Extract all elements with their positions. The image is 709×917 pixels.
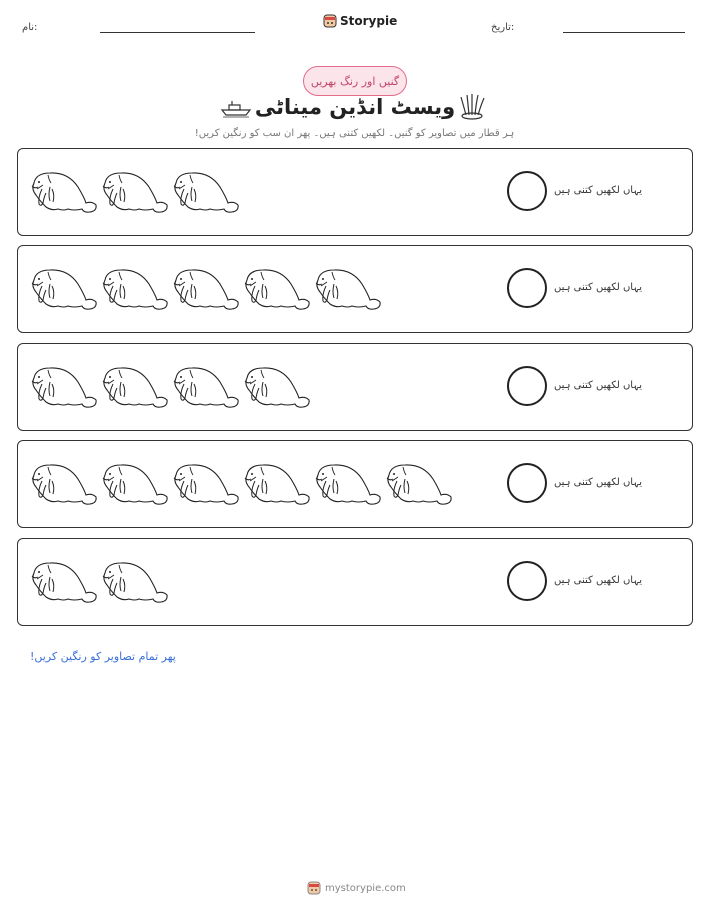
answer-label: یہاں لکھیں کتنی ہیں	[554, 575, 642, 586]
manatee-group	[28, 246, 383, 332]
manatee-icon	[383, 459, 454, 509]
manatee-icon	[99, 557, 170, 607]
manatee-icon	[312, 264, 383, 314]
date-label: تاریخ:	[491, 22, 515, 33]
manatee-group	[28, 149, 241, 235]
answer-circle[interactable]	[507, 268, 547, 308]
manatee-icon	[99, 362, 170, 412]
name-label: نام:	[22, 22, 38, 33]
manatee-group	[28, 344, 312, 430]
counting-row	[17, 538, 693, 626]
footer-note: پھر تمام تصاویر کو رنگین کریں!	[30, 650, 176, 663]
manatee-icon	[170, 459, 241, 509]
seagrass-icon	[458, 92, 486, 120]
footer-url[interactable]: mystorypie.com	[325, 882, 406, 894]
activity-badge: گنیں اور رنگ بھریں	[303, 66, 407, 96]
storypie-mascot-icon	[307, 880, 321, 896]
boat-icon	[220, 98, 252, 118]
manatee-icon	[28, 459, 99, 509]
counting-row	[17, 440, 693, 528]
footer-logo	[307, 880, 406, 896]
storypie-mascot-icon	[323, 13, 337, 29]
answer-label: یہاں لکھیں کتنی ہیں	[554, 282, 642, 293]
answer-label: یہاں لکھیں کتنی ہیں	[554, 185, 642, 196]
manatee-icon	[28, 362, 99, 412]
manatee-icon	[99, 264, 170, 314]
counting-row	[17, 148, 693, 236]
manatee-icon	[241, 459, 312, 509]
manatee-group	[28, 539, 170, 625]
answer-circle[interactable]	[507, 171, 547, 211]
manatee-icon	[241, 264, 312, 314]
manatee-icon	[99, 459, 170, 509]
worksheet-title: ویسٹ انڈین میناٹی	[254, 95, 456, 119]
manatee-icon	[99, 167, 170, 217]
answer-circle[interactable]	[507, 463, 547, 503]
manatee-icon	[241, 362, 312, 412]
name-line[interactable]	[100, 32, 255, 33]
answer-circle[interactable]	[507, 366, 547, 406]
manatee-icon	[28, 167, 99, 217]
manatee-icon	[170, 167, 241, 217]
counting-row	[17, 245, 693, 333]
date-line[interactable]	[563, 32, 685, 33]
manatee-group	[28, 441, 454, 527]
manatee-icon	[312, 459, 383, 509]
manatee-icon	[170, 264, 241, 314]
storypie-logo	[323, 13, 397, 29]
manatee-icon	[28, 557, 99, 607]
logo-text: Storypie	[340, 14, 398, 28]
answer-label: یہاں لکھیں کتنی ہیں	[554, 380, 642, 391]
counting-row	[17, 343, 693, 431]
answer-circle[interactable]	[507, 561, 547, 601]
answer-label: یہاں لکھیں کتنی ہیں	[554, 477, 642, 488]
manatee-icon	[170, 362, 241, 412]
instructions: ہر قطار میں تصاویر کو گنیں۔ لکھیں کتنی ہیں۔ پھر ان سب کو رنگین کریں!	[194, 128, 515, 139]
manatee-icon	[28, 264, 99, 314]
